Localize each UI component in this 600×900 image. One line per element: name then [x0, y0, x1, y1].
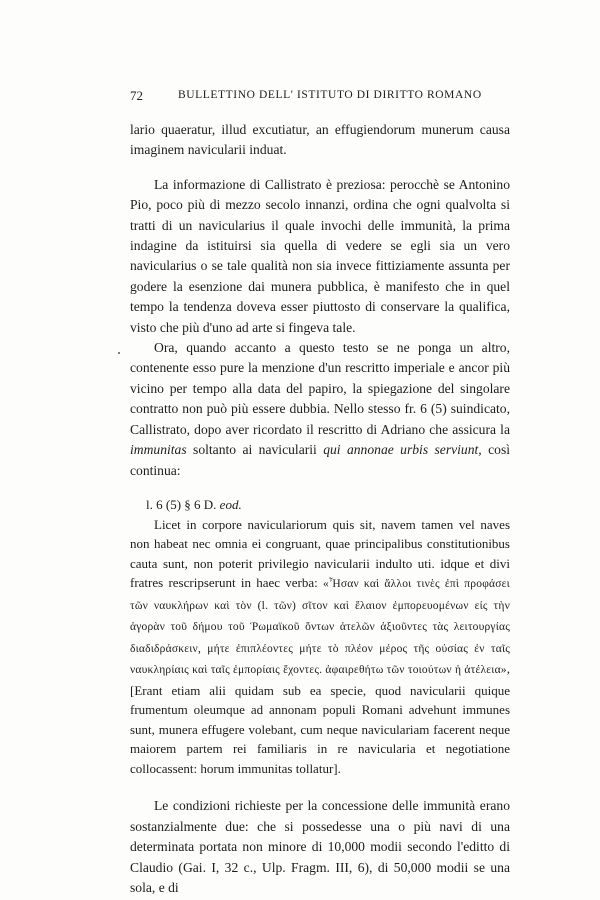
- paragraph-ora: [130, 338, 510, 481]
- citation-reference: [146, 495, 510, 515]
- paragraph-gap: [130, 778, 510, 796]
- paragraph-gap: [130, 481, 510, 495]
- paragraph-ora-text: Ora, quando accanto a questo testo se ne ponga un altro, contenente esso pure la menzione d'un rescritto imperiale e ancor più vicino per tempo alla data del papiro, la spiegazione del singolare contratto non può più essere dubbia. Nello stesso fr. 6 (5) suindicato, Callistrato, dopo aver ricordato il rescritto di Adriano che assicura la: [130, 340, 510, 437]
- body-text: [130, 120, 510, 898]
- paragraph-callistrato: La informazione di Callistrato è preziosa: perocchè se Antonino Pio, poco più di mezzo secolo innanzi, ordina che ogni qualvolta si tratti di un navicularius il quale invochi delle immunità, la prima indagine da istituirsi sia quella di vedere se egli sia un vero navicularius o se tale qualità non sia invece fittiziamente assunta per godere la esenzione dai munera pubblica, è manifesto che in quel tempo la tendenza doveva esser piuttosto di conservare la qualifica, visto che più d'uno ad arte si fingeva tale.: [130, 176, 510, 335]
- page-number: 72: [130, 88, 143, 103]
- paragraph-continued: lario quaeratur, illud excutiatur, an effugiendorum munerum causa imaginem navicularii induat.: [130, 122, 510, 158]
- quoted-passage: [130, 515, 510, 779]
- italic-immunitas: immunitas: [130, 442, 187, 458]
- running-title: BULLETTINO DELL' ISTITUTO DI DIRITTO ROMANO: [178, 89, 482, 101]
- paragraph-ora-text-2: soltanto ai navicularii: [186, 442, 324, 458]
- paragraph-gap: [130, 161, 510, 175]
- quote-latin: Licet in corpore naviculariorum quis sit, navem tamen vel naves non habeat nec omnia ei congruant, quae principalibus constitutionibus cauta sunt, non poterit privilegio navicularii indulto uti. idque et divi fratres rescripserunt in haec verba:: [130, 516, 510, 591]
- scan-speck: [118, 352, 120, 354]
- quote-greek: «Ἦσαν καὶ ἄλλοι τινὲς ἐπὶ προφάσει τῶν ναυκλήρων καὶ τὸν (l. τῶν) σῖτον καὶ ἔλαιον ἐμπορευομένων εἰς τὴν ἀγορὰν τοῦ δήμου τοῦ Ῥωμαϊκοῦ ὄντων ἀτελῶν ἀξιοῦντες τὰς λειτουργίας διαδιδράσκειν, μήτε ἐπιπλέοντες μήτε τὸ πλέον μέρος τῆς οὐσίας ἐν ταῖς ναυκληρίαις καὶ ταῖς ἐμπορίαις ἔχοντες. ἀφαιρεθήτω τῶν τοιούτων ἡ ἀτέλεια»: [130, 578, 510, 677]
- page-header: [130, 88, 510, 108]
- italic-annonae: qui annonae urbis serviunt,: [323, 442, 482, 458]
- quote-latin-translation: , [Erant etiam alii quidam sub ea specie, quod navicularii quique frumentum oleumque ad annonam populi Romani advehunt immunes sunt, munera effugere volebant, cum neque naviculariam facerent neque maiorem partem rei familiaris in re navicularia et negotiatione collocassent: horum immunitas tollatur].: [130, 661, 510, 776]
- paragraph-condizioni: Le condizioni richieste per la concessione delle immunità erano sostanzialmente due: che si possedesse una o più navi di una determinata portata non minore di 10,000 modii secondo l'editto di Claudio (Gai. I, 32 c., Ulp. Fragm. III, 6), di 50,000 modii se una sola, e di: [130, 798, 510, 896]
- citation-italic: eod.: [219, 496, 242, 512]
- paragraph-ora-text-3: così continua:: [130, 442, 511, 478]
- citation-text: l. 6 (5) § 6 D.: [146, 496, 220, 512]
